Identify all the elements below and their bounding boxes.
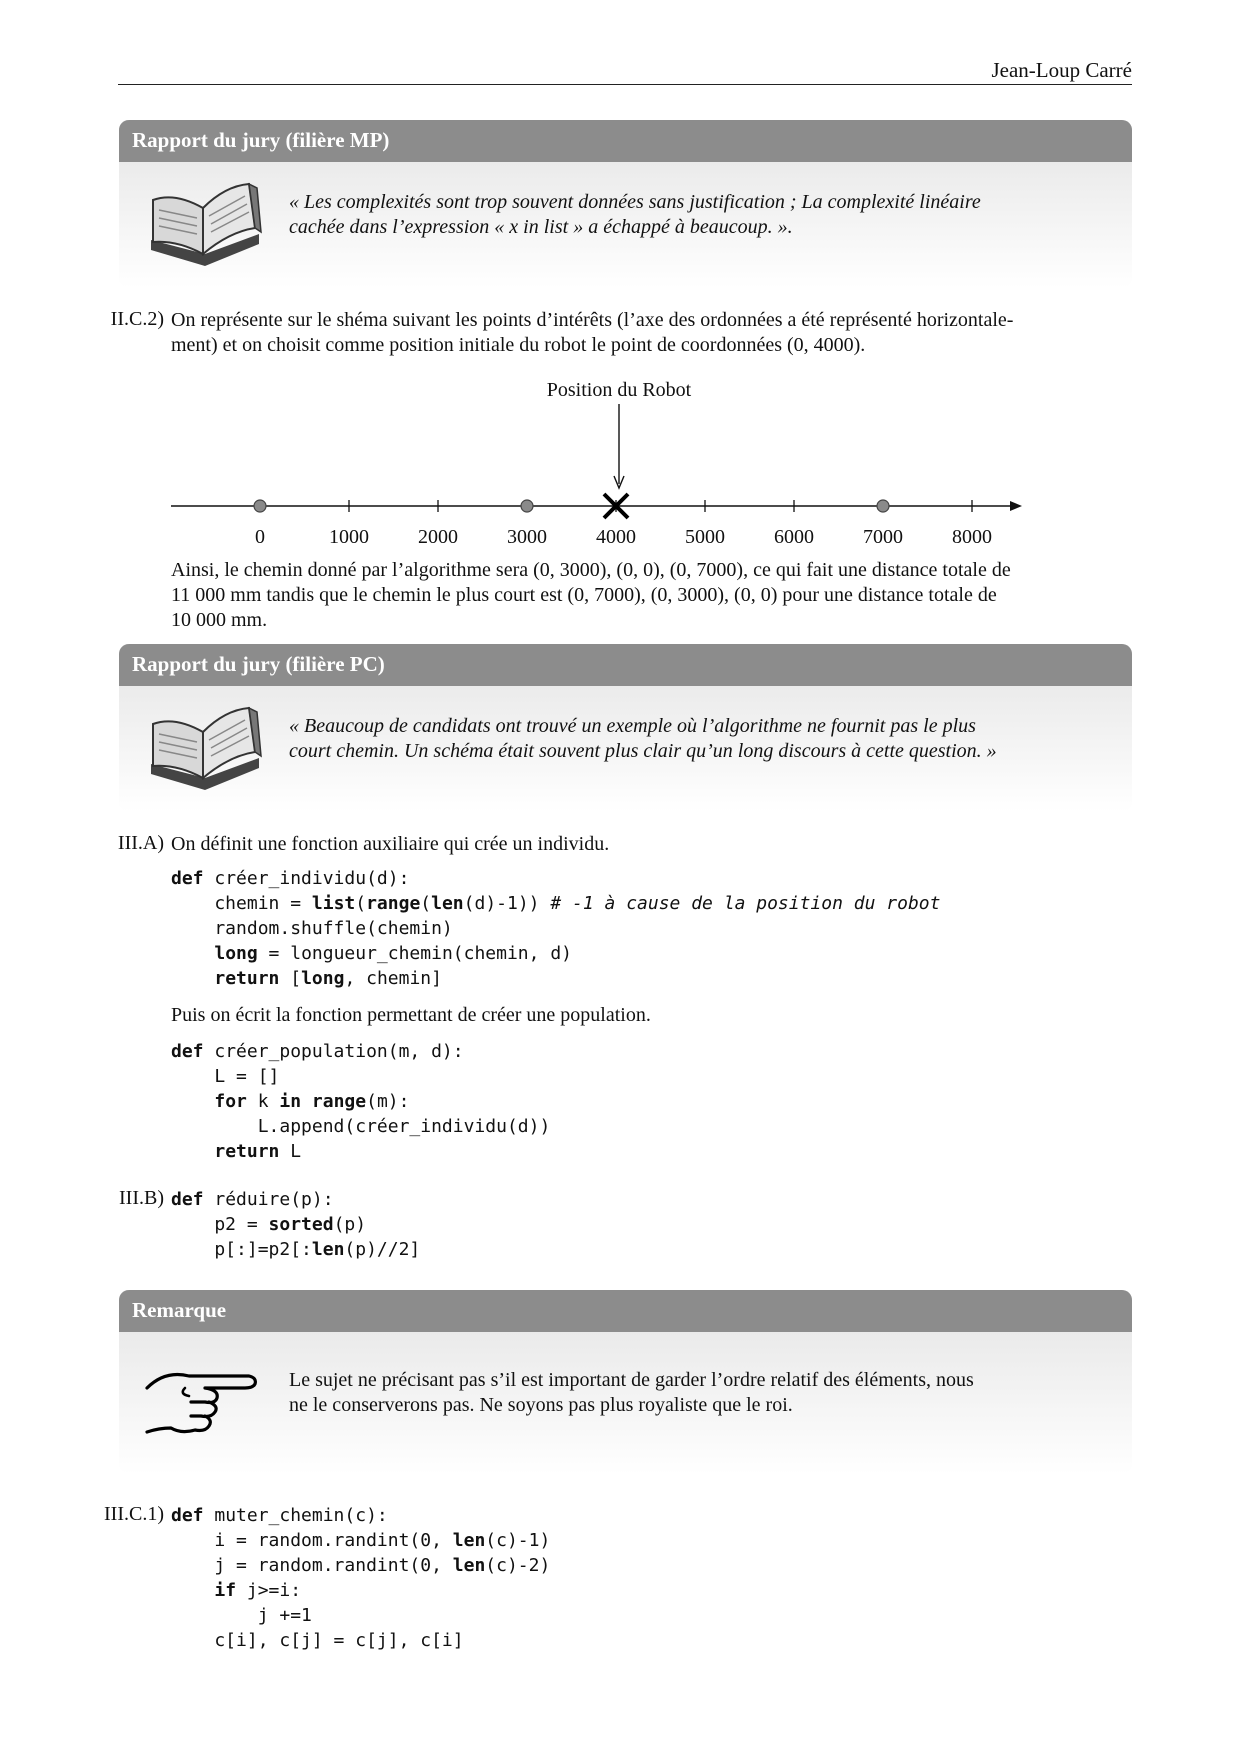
question-label: II.C.2) (110, 308, 164, 330)
code-line: for k in range(m): (214, 1091, 410, 1112)
book-icon (145, 180, 265, 268)
question-label: III.A) (117, 832, 164, 854)
tick-label: 8000 (952, 526, 992, 548)
point-of-interest (877, 500, 889, 512)
axis-arrowhead (1010, 501, 1022, 511)
robot-label: Position du Robot (546, 379, 692, 401)
header-rule (118, 84, 1132, 85)
quote-line: cachée dans l’expression « x in list » a échappé à beaucoup. ». (289, 216, 793, 238)
code-line: p[:]=p2[:len(p)//2] (171, 1239, 421, 1260)
code-line: p2 = sorted(p) (171, 1214, 367, 1235)
quote-line: « Beaucoup de candidats ont trouvé un exemple où l’algorithme ne fournit pas le plus (289, 715, 976, 737)
tick-label: 2000 (418, 526, 458, 548)
code-creer-population (171, 1039, 550, 1164)
position-diagram (0, 370, 1240, 550)
question-label: III.C.1) (104, 1503, 164, 1525)
quote-line: « Les complexités sont trop souvent données sans justification ; La complexité linéaire (289, 191, 981, 213)
text-line: 11 000 mm tandis que le chemin le plus court est (0, 7000), (0, 3000), (0, 0) pour une distance totale de (171, 584, 997, 606)
code-muter-chemin (171, 1503, 550, 1653)
remark-line: ne le conserverons pas. Ne soyons pas plus royaliste que le roi. (289, 1394, 793, 1416)
tick-label: 3000 (507, 526, 547, 548)
point-of-interest (254, 500, 266, 512)
jury-report-box-mp (119, 120, 1132, 288)
box-title: Rapport du jury (filière PC) (119, 644, 1132, 686)
text-line: Ainsi, le chemin donné par l’algorithme sera (0, 3000), (0, 0), (0, 7000), ce qui fait une distance totale de (171, 559, 1011, 581)
code-line: chemin = list(range(len(d)-1)) # -1 à cause de la position du robot (171, 893, 941, 914)
tick-label: 4000 (596, 526, 636, 548)
code-line: j +=1 (171, 1605, 312, 1626)
quote-line: court chemin. Un schéma était souvent plus clair qu’un long discours à cette question. » (289, 740, 997, 762)
paragraph-ainsi (171, 558, 1132, 633)
code-line: def réduire(p): (171, 1189, 334, 1210)
code-line: j = random.randint(0, len(c)-2) (171, 1555, 551, 1576)
code-line: c[i], c[j] = c[j], c[i] (171, 1630, 464, 1651)
tick-label: 0 (255, 526, 265, 548)
question-text: On définit une fonction auxiliaire qui crée un individu. (171, 833, 610, 855)
question-label: III.B) (119, 1187, 164, 1209)
header-author: Jean-Loup Carré (991, 58, 1132, 82)
tick-label: 7000 (863, 526, 903, 548)
point-of-interest (521, 500, 533, 512)
code-line: def créer_population(m, d): (171, 1041, 464, 1062)
text-line: On représente sur le shéma suivant les points d’intérêts (l’axe des ordonnées a été représenté horizontale- (171, 309, 1014, 331)
text-line: 10 000 mm. (171, 609, 268, 631)
tick-label: 5000 (685, 526, 725, 548)
pointing-hand-icon (145, 1362, 265, 1442)
code-line: if j>=i: (214, 1580, 302, 1601)
box-title: Remarque (119, 1290, 1132, 1332)
code-reduire (171, 1187, 420, 1262)
remark-line: Le sujet ne précisant pas s’il est important de garder l’ordre relatif des éléments, nous (289, 1369, 974, 1391)
code-line: def muter_chemin(c): (171, 1505, 388, 1526)
book-icon (145, 704, 265, 792)
text-line: ment) et on choisit comme position initiale du robot le point de coordonnées (0, 4000). (171, 334, 866, 356)
remark-box (119, 1290, 1132, 1474)
code-creer-individu (171, 866, 940, 991)
tick-label: 6000 (774, 526, 814, 548)
code-line: def créer_individu(d): (171, 868, 410, 889)
code-line: L = [] (171, 1066, 280, 1087)
code-line: i = random.randint(0, len(c)-1) (171, 1530, 551, 1551)
code-line: return [long, chemin] (214, 968, 442, 989)
code-line: return L (214, 1141, 302, 1162)
code-line: L.append(créer_individu(d)) (171, 1116, 551, 1137)
jury-report-box-pc (119, 644, 1132, 812)
tick-label: 1000 (329, 526, 369, 548)
code-line: long = longueur_chemin(chemin, d) (214, 943, 572, 964)
text-between: Puis on écrit la fonction permettant de créer une population. (171, 1004, 651, 1026)
question-text (171, 308, 1132, 358)
code-line: random.shuffle(chemin) (171, 918, 453, 939)
box-title: Rapport du jury (filière MP) (119, 120, 1132, 162)
